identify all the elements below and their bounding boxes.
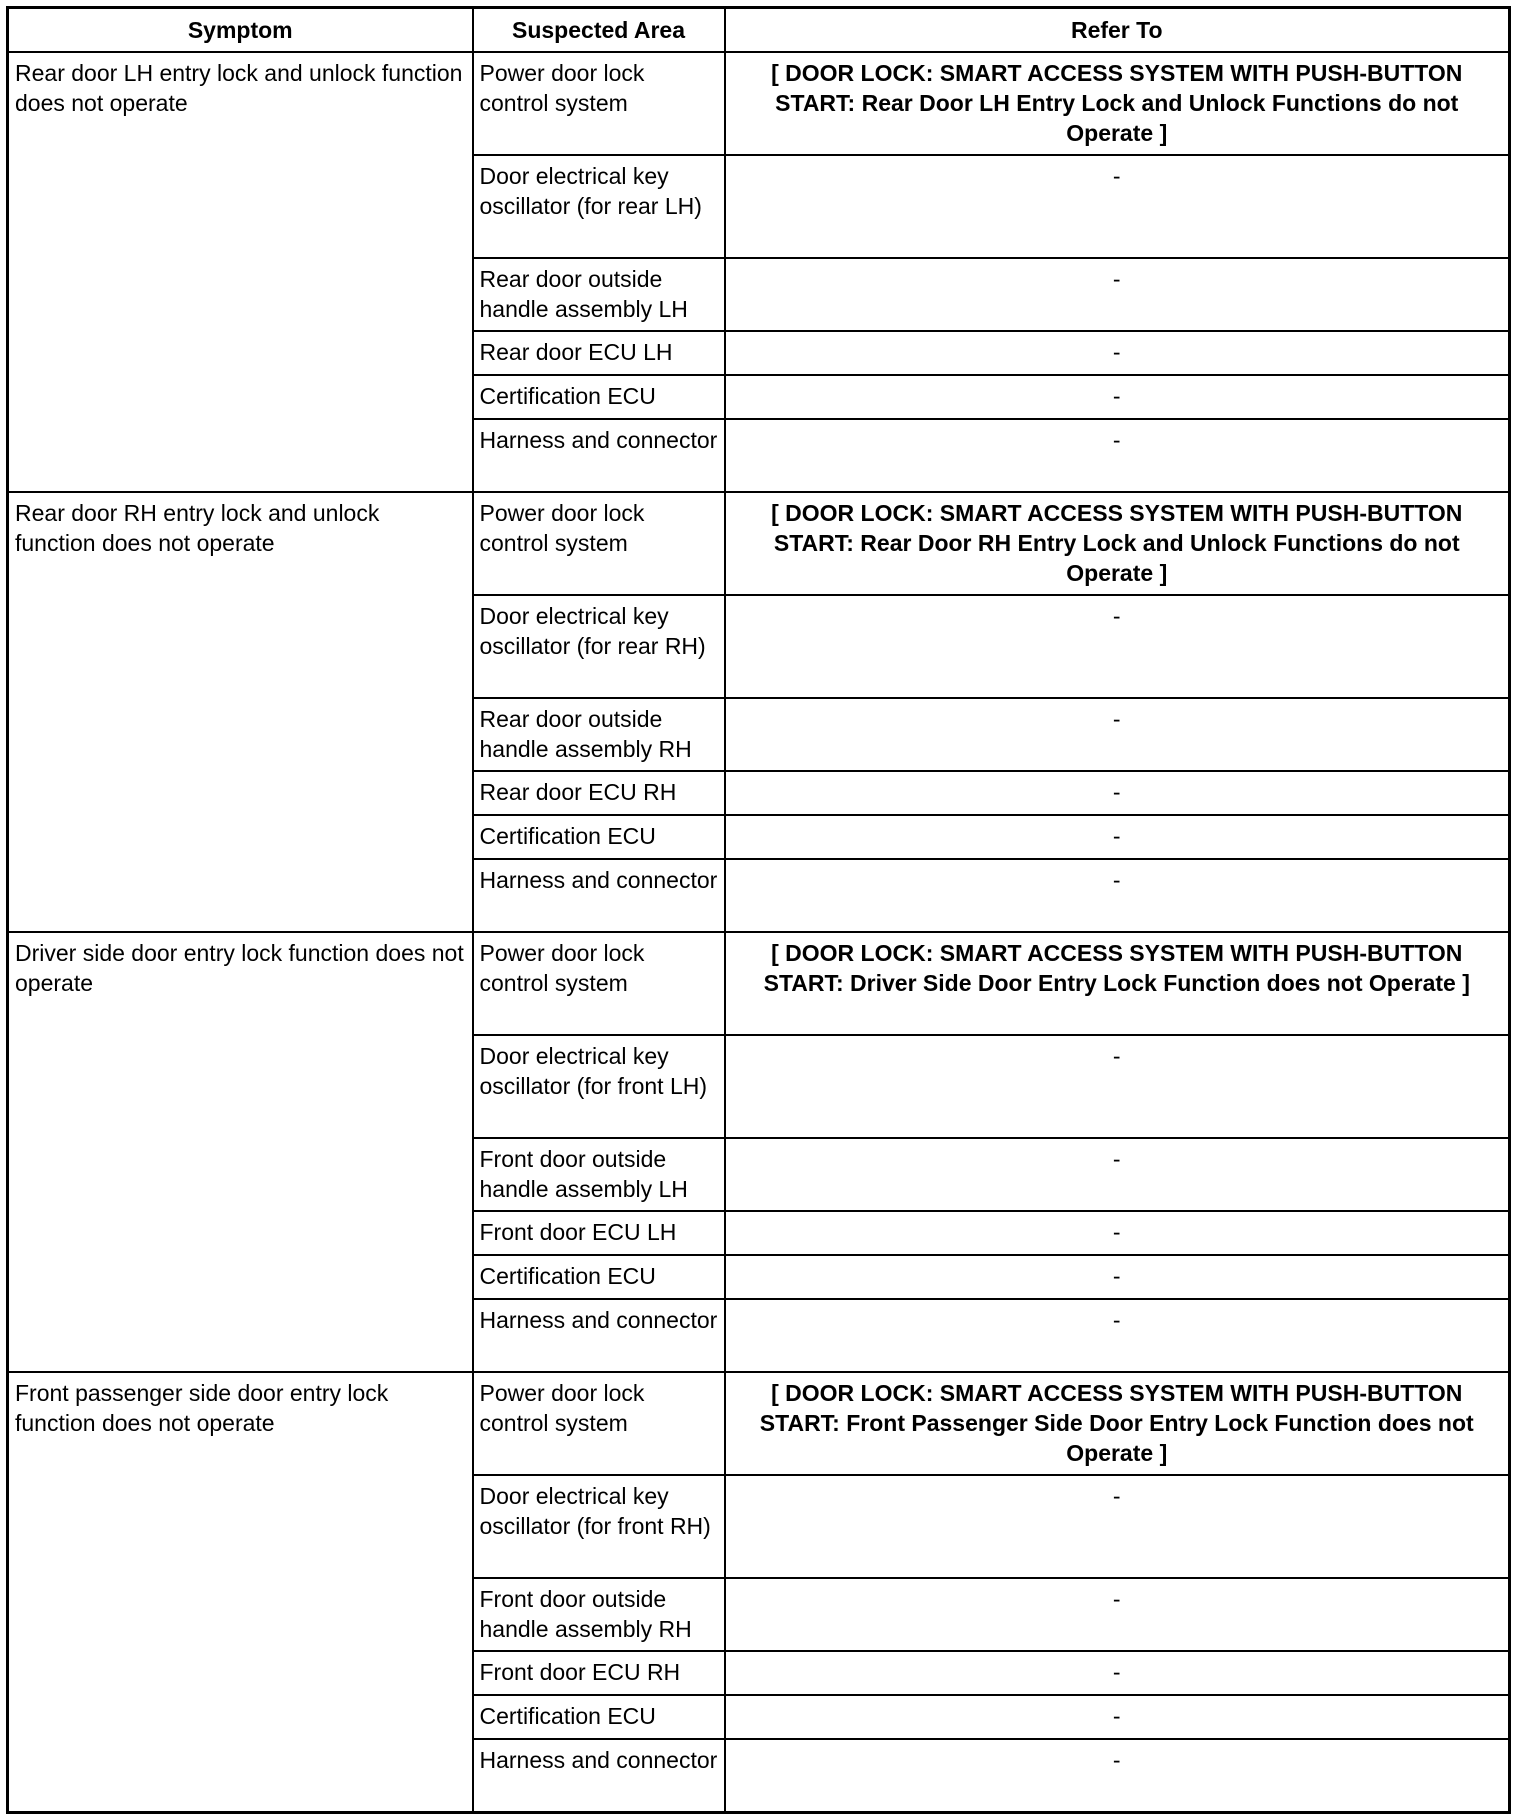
refer-to-cell: - (725, 698, 1510, 771)
suspected-area-cell: Power door lock control system (473, 1372, 725, 1475)
refer-to-cell: - (725, 331, 1510, 375)
suspected-area-cell: Door electrical key oscillator (for front LH) (473, 1035, 725, 1138)
refer-to-cell: - (725, 1578, 1510, 1651)
refer-to-cell: - (725, 1475, 1510, 1578)
refer-to-cell: - (725, 815, 1510, 859)
header-refer-to: Refer To (725, 8, 1510, 53)
suspected-area-cell: Door electrical key oscillator (for rear LH) (473, 155, 725, 258)
suspected-area-cell: Power door lock control system (473, 52, 725, 155)
refer-to-cell: - (725, 1739, 1510, 1813)
suspected-area-cell: Certification ECU (473, 1255, 725, 1299)
refer-to-cell: - (725, 1138, 1510, 1211)
suspected-area-cell: Front door ECU RH (473, 1651, 725, 1695)
suspected-area-cell: Power door lock control system (473, 492, 725, 595)
suspected-area-cell: Harness and connector (473, 419, 725, 492)
refer-to-link[interactable]: [ DOOR LOCK: SMART ACCESS SYSTEM WITH PUSH-BUTTON START: Rear Door RH Entry Lock and Unlock Functions do not Operate ] (725, 492, 1510, 595)
suspected-area-cell: Power door lock control system (473, 932, 725, 1035)
suspected-area-cell: Harness and connector (473, 859, 725, 932)
suspected-area-cell: Harness and connector (473, 1299, 725, 1372)
suspected-area-cell: Door electrical key oscillator (for front RH) (473, 1475, 725, 1578)
suspected-area-cell: Front door ECU LH (473, 1211, 725, 1255)
table-row (8, 52, 1510, 155)
suspected-area-cell: Front door outside handle assembly RH (473, 1578, 725, 1651)
symptom-cell: Front passenger side door entry lock function does not operate (8, 1372, 473, 1813)
table-row (8, 492, 1510, 595)
troubleshooting-table (6, 6, 1511, 1814)
refer-to-cell: - (725, 771, 1510, 815)
refer-to-cell: - (725, 859, 1510, 932)
symptom-cell: Driver side door entry lock function does not operate (8, 932, 473, 1372)
table-row (8, 932, 1510, 1035)
suspected-area-cell: Front door outside handle assembly LH (473, 1138, 725, 1211)
header-symptom: Symptom (8, 8, 473, 53)
refer-to-cell: - (725, 1651, 1510, 1695)
symptom-cell: Rear door RH entry lock and unlock function does not operate (8, 492, 473, 932)
suspected-area-cell: Certification ECU (473, 375, 725, 419)
suspected-area-cell: Rear door ECU RH (473, 771, 725, 815)
refer-to-link[interactable]: [ DOOR LOCK: SMART ACCESS SYSTEM WITH PUSH-BUTTON START: Driver Side Door Entry Lock Function does not Operate ] (725, 932, 1510, 1035)
symptom-cell: Rear door LH entry lock and unlock function does not operate (8, 52, 473, 492)
refer-to-cell: - (725, 1211, 1510, 1255)
header-suspected-area: Suspected Area (473, 8, 725, 53)
refer-to-cell: - (725, 419, 1510, 492)
refer-to-cell: - (725, 258, 1510, 331)
refer-to-cell: - (725, 1035, 1510, 1138)
refer-to-cell: - (725, 1695, 1510, 1739)
refer-to-link[interactable]: [ DOOR LOCK: SMART ACCESS SYSTEM WITH PUSH-BUTTON START: Front Passenger Side Door Entry Lock Function does not Operate ] (725, 1372, 1510, 1475)
suspected-area-cell: Certification ECU (473, 815, 725, 859)
suspected-area-cell: Rear door outside handle assembly LH (473, 258, 725, 331)
table-row (8, 1372, 1510, 1475)
refer-to-link[interactable]: [ DOOR LOCK: SMART ACCESS SYSTEM WITH PUSH-BUTTON START: Rear Door LH Entry Lock and Unlock Functions do not Operate ] (725, 52, 1510, 155)
suspected-area-cell: Rear door outside handle assembly RH (473, 698, 725, 771)
header-row (8, 8, 1510, 53)
refer-to-cell: - (725, 375, 1510, 419)
suspected-area-cell: Rear door ECU LH (473, 331, 725, 375)
refer-to-cell: - (725, 155, 1510, 258)
refer-to-cell: - (725, 595, 1510, 698)
refer-to-cell: - (725, 1299, 1510, 1372)
suspected-area-cell: Certification ECU (473, 1695, 725, 1739)
suspected-area-cell: Door electrical key oscillator (for rear RH) (473, 595, 725, 698)
suspected-area-cell: Harness and connector (473, 1739, 725, 1813)
refer-to-cell: - (725, 1255, 1510, 1299)
